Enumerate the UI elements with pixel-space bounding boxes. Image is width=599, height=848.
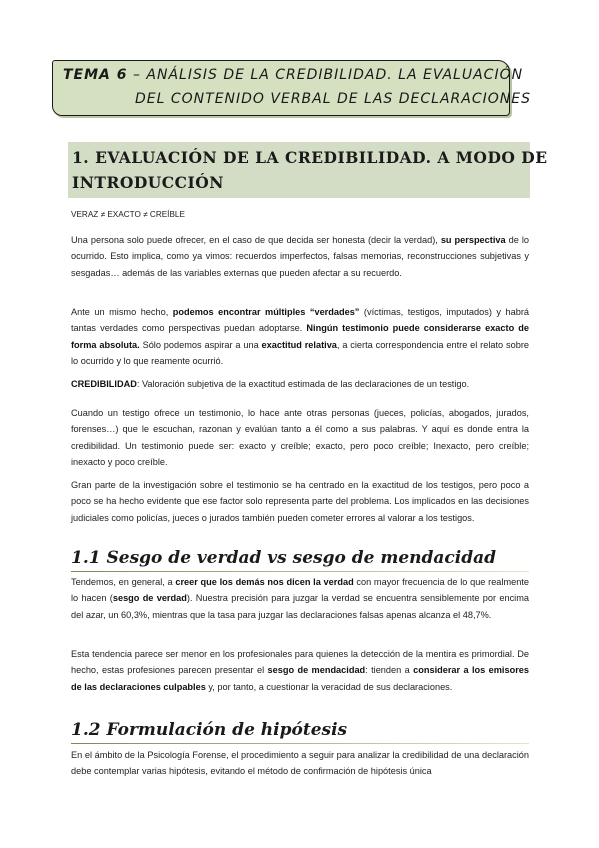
topic-title-separator: – bbox=[127, 67, 147, 83]
section-1-heading-line1: 1. EVALUACIÓN DE LA CREDIBILIDAD. A MODO DE bbox=[72, 148, 548, 167]
bold-run: exactitud relativa bbox=[261, 339, 337, 350]
topic-title-line1 bbox=[63, 67, 523, 83]
topic-number: TEMA 6 bbox=[63, 67, 128, 83]
section-1-1-paragraph-2 bbox=[71, 646, 529, 695]
text-run: , a cierta correspondencia entre el relato sobre lo ocurrido y lo que reamente ocurrió. bbox=[71, 339, 529, 367]
section-1-2-heading: 1.2 Formulación de hipótesis bbox=[71, 720, 348, 740]
bold-run: podemos encontrar múltiples “verdades” bbox=[172, 307, 360, 317]
text-run: Sólo podemos aspirar a una bbox=[139, 339, 262, 350]
section-1-heading bbox=[68, 142, 548, 198]
definition-term: CREDIBILIDAD bbox=[71, 379, 137, 389]
definition-text: : Valoración subjetiva de la exactitud estimada de las declaraciones de un testigo. bbox=[136, 379, 470, 389]
text-run: (víctimas, testigos, imputados) y habrá tantas verdades como perspectivas puedan adoptarse. bbox=[71, 307, 529, 334]
text-run: : tienden a bbox=[365, 665, 414, 676]
text-run: con mayor frecuencia de lo que realmente lo hacen ( bbox=[71, 577, 529, 604]
section-1-1-paragraph-1 bbox=[71, 574, 529, 623]
section-1-2-underline bbox=[71, 743, 529, 744]
text-run: Ante un mismo hecho, bbox=[71, 307, 173, 317]
text-run: Tendemos, en general, a bbox=[71, 577, 176, 587]
section-1-1-underline bbox=[71, 571, 529, 572]
topic-title-box bbox=[52, 60, 531, 116]
text-run: Una persona solo puede ofrecer, en el caso de que decida ser honesta (decir la verdad), bbox=[71, 235, 441, 245]
text-run: Esta tendencia parece ser menor en los profesionales para quienes la detección de la mentira es primordial. De hecho, estas profesiones parecen presentar el bbox=[71, 649, 529, 676]
section-1-heading-line2: INTRODUCCIÓN bbox=[72, 173, 224, 192]
section-1-2-paragraph-1: En el ámbito de la Psicología Forense, el procedimiento a seguir para analizar la credibilidad de una declaración debe contemplar varias hipótesis, evitando el método de confirmación de hipótesis única bbox=[71, 750, 529, 777]
section-1-paragraph-4: Cuando un testigo ofrece un testimonio, lo hace ante otras personas (jueces, policías, abogados, jurados, forenses…) que le escuchan, razonan y evalúan tanto a él como a sus palabras. Y aquí es donde entra la credibilidad. Un testimonio puede ser: exacto y creíble; exacto, pero poco creíble; Inexacto, pero creíble; inexacto y poco creíble. bbox=[71, 408, 529, 468]
section-1-paragraph-5: Gran parte de la investigación sobre el testimonio se ha centrado en la exactitud de los testigos, pero poco a poco se ha hecho evidente que ese factor solo representa parte del problema. Los implicados en las decisiones judiciales como policías, jueces o jurados también pueden cometer errores al valorar a los testigos. bbox=[71, 480, 529, 523]
bold-run: sesgo de mendacidad bbox=[267, 665, 366, 676]
text-run: de lo ocurrido. Esto implica, como ya vimos: recuerdos imperfectos, falsas memorias, reconstrucciones subjetivas y sesgadas… además de las variables externas que pueden afectar a su recuerdo. bbox=[71, 235, 529, 278]
bold-run: su perspectiva bbox=[440, 235, 506, 245]
bold-run: Ningún testimonio puede considerarse exacto de forma absoluta. bbox=[71, 323, 529, 350]
section-1-paragraph-1 bbox=[71, 232, 529, 281]
bold-run: considerar a los emisores de las declaraciones culpables bbox=[71, 665, 529, 692]
bold-run: sesgo de verdad bbox=[112, 593, 187, 604]
section-1-subtitle: VERAZ ≠ EXACTO ≠ CREÍBLE bbox=[71, 210, 185, 219]
text-run: ). Nuestra precisión para juzgar la verdad se encuentra sensiblemente por encima del azar, un 60,3%, mientras que la tasa para juzgar las declaraciones falsas apenas alcanza el 48,7%. bbox=[71, 593, 529, 620]
text-run: y, por tanto, a cuestionar la veracidad de sus declaraciones. bbox=[205, 681, 453, 692]
topic-title-text-1: ANÁLISIS DE LA CREDIBILIDAD. LA EVALUACIÓN bbox=[146, 67, 524, 83]
section-1-1-heading: 1.1 Sesgo de verdad vs sesgo de mendacidad bbox=[71, 548, 497, 568]
topic-title-line2: DEL CONTENIDO VERBAL DE LAS DECLARACIONES bbox=[135, 91, 531, 107]
section-1-paragraph-2 bbox=[71, 304, 529, 370]
bold-run: creer que los demás nos dicen la verdad bbox=[175, 577, 354, 587]
credibility-definition bbox=[71, 376, 529, 392]
